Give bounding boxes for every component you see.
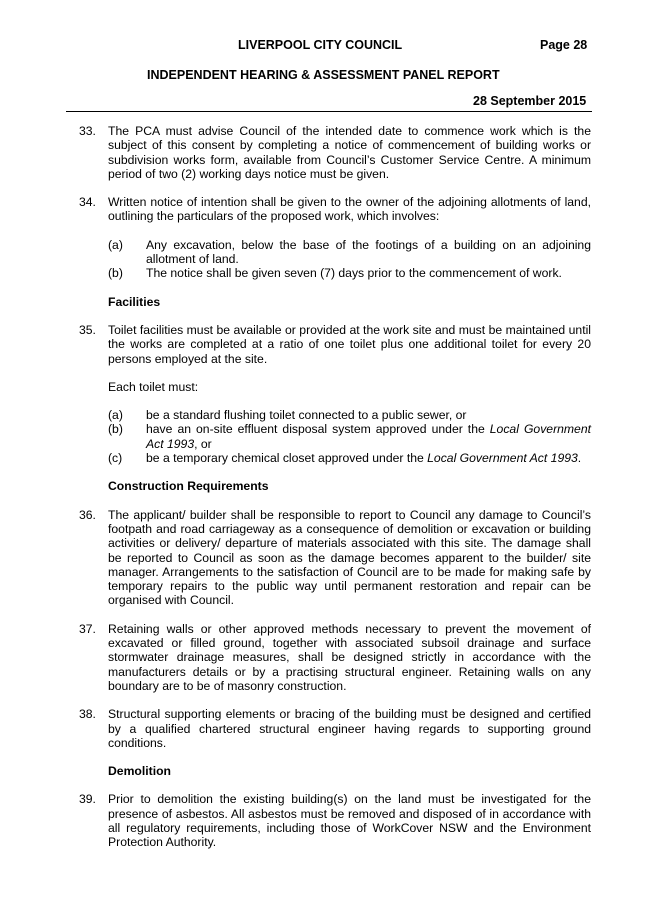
sub-item-text: Any excavation, below the base of the footings of a building on an adjoining allotment of land.: [146, 237, 591, 267]
condition-34-sublist: [79, 238, 591, 281]
condition-33: [79, 124, 591, 181]
sub-item-text: The notice shall be given seven (7) days prior to the commencement of work.: [146, 266, 562, 281]
condition-text: The PCA must advise Council of the intended date to commence work which is the subject of this consent by completing a notice of commencement of building works or subdivision works form, available from Council’s Customer Service Centre. A minimum period of two (2) working days notice must be given.: [108, 124, 591, 181]
construction-heading: Construction Requirements: [108, 479, 269, 494]
condition-35-sublist: [79, 408, 591, 465]
demolition-heading: Demolition: [108, 764, 171, 779]
sub-item-c: [108, 451, 591, 465]
sub-item-b: [108, 422, 591, 451]
each-toilet-text: Each toilet must:: [108, 379, 199, 394]
condition-text: Retaining walls or other approved methods necessary to prevent the movement of excavated or filled ground, together with associated subsoil drainage and surface stormwater drainage measures, shall be designed strictly in accordance with the manufacturers details or by a practising structural engineer. Retaining walls on any boundary are to be of masonry construction.: [108, 621, 591, 693]
condition-text: Structural supporting elements or bracing of the building must be designed and certified by a qualified chartered structural engineer having regards to supporting ground conditions.: [108, 707, 591, 750]
sub-item-text: be a standard flushing toilet connected to a public sewer, or: [146, 408, 467, 423]
condition-number: 35.: [79, 322, 96, 337]
condition-number: 33.: [79, 124, 96, 138]
condition-36: [79, 508, 591, 608]
condition-text: Prior to demolition the existing building(s) on the land must be investigated for the presence of asbestos. All asbestos must be removed and disposed of in accordance with all regulatory requirements, including those of WorkCover NSW and the Environment Protection Authority.: [108, 792, 591, 850]
condition-35: [79, 323, 591, 366]
sub-item-label: (a): [108, 408, 123, 423]
sub-item-tail: , or: [194, 436, 212, 451]
sub-item-b: [108, 266, 591, 280]
condition-number: 38.: [79, 707, 96, 722]
sub-item-label: (a): [108, 237, 123, 252]
sub-item-label: (c): [108, 451, 123, 466]
page-number: Page 28: [540, 38, 588, 52]
condition-text: Toilet facilities must be available or provided at the work site and must be maintained until the works are completed at a ratio of one toilet plus one additional toilet for every 20 persons employed at the site.: [108, 322, 591, 366]
act-name: Local Government Act 1993: [427, 451, 578, 466]
condition-number: 39.: [79, 792, 96, 807]
sub-item-a: [108, 238, 591, 267]
sub-item-label: (b): [108, 422, 123, 437]
condition-number: 36.: [79, 507, 96, 522]
act-name: Local Government Act 1993: [146, 422, 592, 451]
facilities-heading: Facilities: [108, 294, 161, 309]
condition-38: [79, 707, 591, 750]
document-body: [79, 124, 591, 864]
condition-text: Written notice of intention shall be given to the owner of the adjoining allotments of land, outlining the particulars of the proposed work, which involves:: [108, 195, 591, 224]
sub-item-text: have an on-site effluent disposal system approved under the: [146, 422, 490, 437]
condition-number: 37.: [79, 621, 96, 636]
sub-item-label: (b): [108, 266, 123, 281]
report-title: INDEPENDENT HEARING & ASSESSMENT PANEL REPORT: [147, 68, 500, 82]
sub-item-tail: .: [577, 451, 582, 466]
condition-37: [79, 622, 591, 693]
condition-number: 34.: [79, 195, 96, 210]
report-date: 28 September 2015: [473, 94, 587, 108]
condition-text: The applicant/ builder shall be responsible to report to Council any damage to Council’s footpath and road carriageway as a consequence of demolition or excavation or building activities or delivery/ departure of materials associated with this site. The damage shall be reported to Council as soon as the damage becomes apparent to the builder/ site manager. Arrangements to the satisfaction of Council are to be made for making safe by temporary repairs to the public way until permanent restoration and repair can be organised with Council.: [108, 507, 591, 608]
council-name: LIVERPOOL CITY COUNCIL: [238, 38, 403, 52]
sub-item-text: be a temporary chemical closet approved under the: [146, 451, 428, 466]
condition-39: [79, 792, 591, 849]
header-rule: [66, 111, 592, 112]
sub-item-a: [108, 408, 591, 422]
condition-34: [79, 195, 591, 224]
